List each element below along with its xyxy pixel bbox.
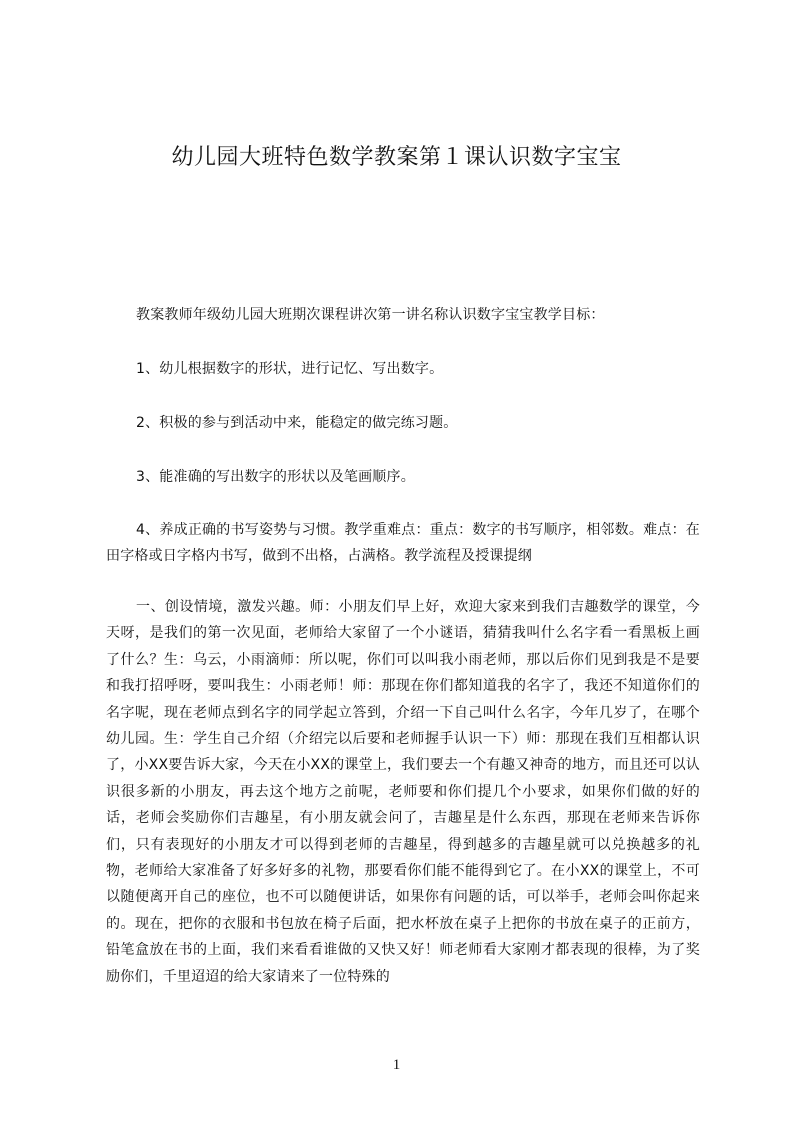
- objective-item-4: 4、养成正确的书写姿势与习惯。教学重难点：重点：数字的书写顺序，相邻数。难点：在田字格或日字格内书写，做到不出格，占满格。教学流程及授课提纲: [106, 522, 700, 565]
- document-title: 幼儿园大班特色数学教案第１课认识数字宝宝: [171, 145, 622, 170]
- lesson-process-paragraph: 一、创设情境，激发兴趣。师：小朋友们早上好，欢迎大家来到我们吉趣数学的课堂，今天呀，是我们的第一次见面，老师给大家留了一个小谜语，猜猜我叫什么名字看一看黑板上画了什么？生：乌云，小雨滴师：所以呢，你们可以叫我小雨老师，那以后你们见到我是不是要和我打招呼呀，要叫我生：小雨老师！师：那现在你们都知道我的名字了，我还不知道你们的名字呢，现在老师点到名字的同学起立答到，介绍一下自己叫什么名字，今年几岁了，在哪个幼儿园。生：学生自己介绍（介绍完以后要和老师握手认识一下）师：那现在我们互相都认识了，小XX要告诉大家，今天在小XX的课堂上，我们要去一个有趣又神奇的地方，而且还可以认识很多新的小朋友，再去这个地方之前呢，老师要和你们提几个小要求，如果你们做的好的话，老师会奖励你们吉趣星，有小朋友就会问了，吉趣星是什么东西，那现在老师来告诉你们，只有表现好的小朋友才可以得到老师的吉趣星，得到越多的吉趣星就可以兑换越多的礼物，老师给大家准备了好多好多的礼物，那要看你们能不能得到它了。在小XX的课堂上，不可以随便离开自己的座位，也不可以随便讲话，如果你有问题的话，可以举手，老师会叫你起来的。现在，把你的衣服和书包放在椅子后面，把水杯放在桌子上把你的书放在桌子的正前方，铅笔盒放在书的上面，我们来看看谁做的又快又好！师老师看大家刚才都表现的很棒，为了奖励你们，千里迢迢的给大家请来了一位特殊的: [106, 599, 700, 985]
- objective-item-3: 3、能准确的写出数字的形状以及笔画顺序。: [136, 469, 415, 485]
- objective-item-1: 1、幼儿根据数字的形状，进行记忆、写出数字。: [136, 361, 444, 377]
- objective-item-2: 2、积极的参与到活动中来，能稳定的做完练习题。: [136, 415, 458, 431]
- page-number: 1: [392, 1057, 401, 1073]
- objectives-paragraph: 教案教师年级幼儿园大班期次课程讲次第一讲名称认识数字宝宝教学目标：: [136, 307, 605, 323]
